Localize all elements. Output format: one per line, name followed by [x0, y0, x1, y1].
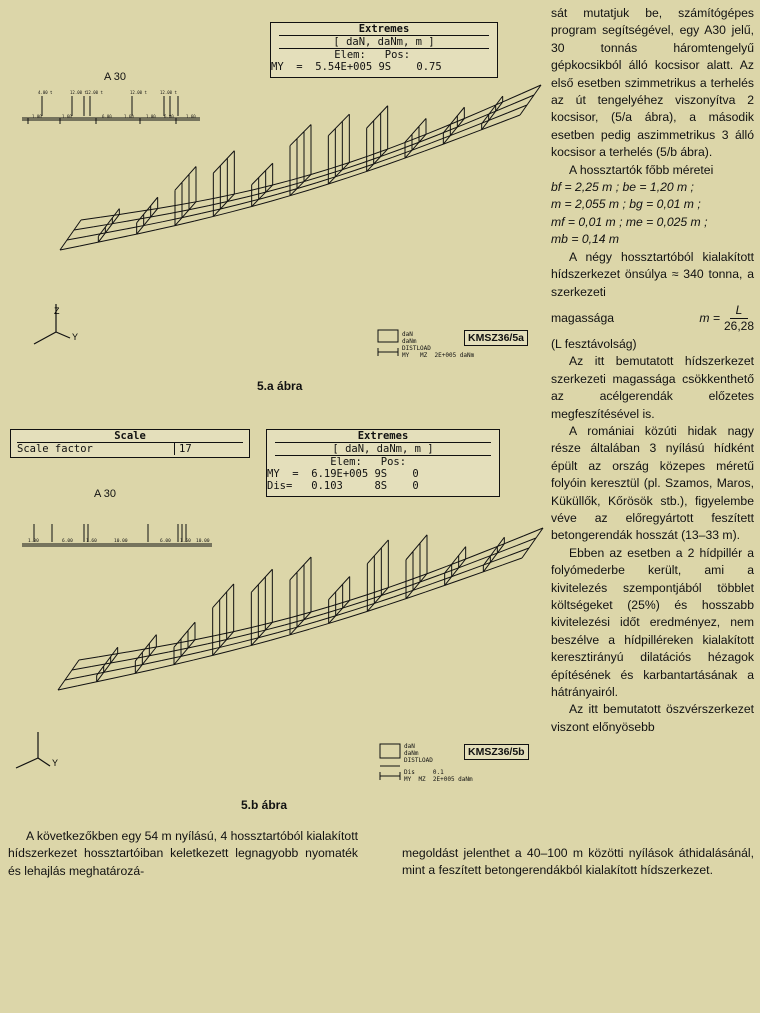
extremes-header: Elem: Pos: [271, 49, 411, 61]
legend-text-b: daN daNm DISTLOAD [404, 743, 433, 764]
paragraph: sát mutatjuk be, számítógépes program segítségével, egy A30 jelű, 30 tonnás háromtengelyű gépkocsikból álló kocsisor alatt. Az első esetben szimmetrikus a terhelés az út tengelyéhez viszonyítva 2 kocsisor, (5/a ábra), a második esetben pedig aszimmetrikus 3 álló kocsisor a terhelés (5/b ábra). [551, 6, 754, 160]
wire-member [328, 114, 349, 135]
wire-member [79, 242, 98, 246]
scale-factor-value[interactable]: 17 [174, 443, 243, 455]
wire-member [119, 212, 138, 215]
wire-member [175, 166, 196, 190]
extremes-title: Extremes [358, 23, 410, 35]
right-text-column [551, 5, 754, 736]
wire-member [309, 623, 328, 629]
wire-member [77, 682, 96, 686]
load-label: 12.00 t [160, 90, 177, 95]
wire-member [367, 106, 388, 128]
wire-member [290, 125, 311, 146]
axis-label-y: Y [52, 758, 59, 768]
scale-title: Scale [114, 430, 146, 442]
wire-member [111, 659, 130, 663]
dim-label: 1.60 [86, 539, 97, 544]
paragraph: Az itt bemutatott hídszerkezet szerkezeti magassága csökkenthető az acélgerendák előzetes megfeszítésével is. [551, 354, 754, 421]
fraction [724, 303, 754, 334]
axis-label-y: Y [72, 332, 79, 342]
dim-label: 6.00 [102, 114, 112, 119]
wire-member [367, 540, 388, 564]
wire-member [350, 594, 369, 600]
wire-member [155, 665, 174, 669]
bottom-left-paragraph: A következőkben egy 54 m nyílású, 4 hossztartóból kialakított hídszerkezet hossztartóiban keletkezett legnagyobb nyomaték és lehajlás meghatározá- [8, 829, 358, 878]
wire-member [271, 635, 290, 640]
wire-member [387, 599, 406, 605]
wire-member [72, 667, 91, 670]
wire-member [427, 566, 446, 573]
legend-text-a: dаN dаNm DISTLOAD [402, 331, 431, 352]
dim-label: 1.60 [180, 539, 191, 544]
wire-member [194, 216, 213, 221]
figure-caption-b: 5.b ábra [241, 798, 288, 812]
axis-triad-a [34, 304, 70, 344]
load-label-a30: A 30 [104, 71, 127, 83]
load-label: 4.00 t [38, 90, 53, 95]
wire-member [118, 650, 137, 653]
dimension-line: m = 2,055 m ; bg = 0,01 m ; [551, 197, 701, 212]
figure-tag-a: KMSZ36/5a [464, 330, 528, 346]
wire-member [137, 197, 158, 223]
dim-label: 6.00 [62, 539, 73, 544]
wire-member [196, 198, 215, 202]
wire-member [406, 535, 427, 560]
wire-member [112, 220, 131, 223]
scale-factor-label: Scale factor [17, 443, 93, 455]
paragraph: (L fesztávolság) [551, 336, 637, 351]
figure-tag-b: KMSZ36/5b [464, 744, 529, 760]
load-label: 12.00 t [86, 90, 103, 95]
wire-member [156, 226, 175, 230]
dimension-line: mb = 0,14 m [551, 232, 620, 247]
paragraph: Az itt bemutatott öszvérszerkezet viszont előnyösebb [551, 702, 754, 734]
dimension-line: bf = 2,25 m ; be = 1,20 m ; [551, 180, 694, 195]
dimension-line: mf = 0,01 m ; me = 0,025 m ; [551, 214, 708, 229]
legend-text-a2: MY MZ 2E+005 daNm [402, 352, 475, 359]
wire-member [74, 227, 93, 230]
bottom-right-paragraph: megoldást jelenthet a 40–100 m közötti nyílások áthidalásánál, mint a feszített betongerendákból kialakított hídszerkezet. [402, 846, 754, 878]
wire-member [65, 676, 84, 680]
extremes-row: MY = 6.19E+005 9S 0 [267, 468, 419, 480]
extremes-units: [ daN, daNm, m ] [279, 35, 489, 49]
formula-lhs: m = [699, 310, 720, 325]
fraction-denominator: 26,28 [723, 318, 754, 333]
wire-member [74, 220, 81, 230]
extremes-row: Dis= 0.103 8S 0 [267, 480, 419, 492]
axis-label-z: Z [54, 306, 60, 316]
wire-member [246, 630, 265, 635]
extremes-header: Elem: Pos: [267, 456, 407, 468]
wire-member [253, 622, 272, 627]
wire-member [234, 190, 253, 194]
wire-member [424, 144, 443, 151]
wire-member [93, 224, 112, 227]
dim-label: 1.00 [146, 114, 156, 119]
wire-member [309, 184, 328, 190]
load-label: 12.00 t [130, 90, 147, 95]
wire-member [67, 236, 86, 240]
dim-label: 1.60 [124, 114, 134, 119]
wire-member [329, 576, 350, 599]
wire-member [100, 214, 119, 217]
wire-member [273, 180, 292, 185]
paragraph: A hossztartók főbb méretei [569, 162, 714, 177]
load-labels [32, 90, 196, 119]
wire-member [311, 606, 330, 612]
scale-box [10, 429, 250, 458]
wire-member [272, 617, 291, 622]
wire-member [311, 169, 330, 175]
dim-label: 1.60 [62, 114, 72, 119]
load-label-a30: A 30 [94, 488, 117, 500]
formula-line [551, 303, 754, 334]
wire-member [213, 650, 232, 655]
dim-label: 1.00 [28, 539, 39, 544]
wire-member [81, 217, 100, 220]
wire-member [425, 585, 444, 592]
wire-member [158, 205, 177, 208]
wire-member [348, 611, 367, 617]
axis-triad-b [16, 732, 50, 768]
dim-label: 1.00 [32, 114, 42, 119]
dim-label: 10.00 [196, 539, 210, 544]
paragraph: Ebben az esetben a 2 hídpillér a folyómederbe került, ami a kivitelezés szempontjából többlet költségeket (25%) és hosszabb kivitelezési időt eredményez, nem beszélve a hídpilléreken kialakított keresztirányú dilatációs hézagok építésének és karbantartásának a hátrányairól. [551, 545, 754, 700]
dim-label: 6.00 [164, 114, 174, 119]
wire-member [463, 130, 482, 137]
wire-member [503, 558, 522, 565]
scale-row [17, 442, 243, 455]
formula [699, 303, 754, 334]
extremes-box-a [270, 22, 498, 78]
wire-member [213, 584, 234, 608]
wireframe-b [58, 528, 543, 690]
wire-member [91, 663, 110, 666]
dim-labels [28, 538, 210, 544]
wire-member [116, 673, 135, 677]
load-label: 12.00 t [70, 90, 87, 95]
extremes-box-b [266, 429, 500, 497]
dim-label: 10.00 [114, 539, 128, 544]
wire-member [271, 196, 290, 202]
wire-member [232, 645, 251, 650]
load-diagram [22, 96, 200, 124]
wire-member [227, 197, 246, 202]
figure-caption-a: 5.a ábra [257, 379, 303, 393]
legend-symbols-a [378, 330, 398, 356]
wire-member [252, 163, 273, 184]
wire-member [504, 536, 523, 544]
wire-member [98, 654, 117, 657]
wire-member [501, 115, 520, 122]
wire-member [503, 93, 522, 101]
legend-text-b2: Dis 0.1 MY MZ 2E+005 daNm [404, 769, 473, 783]
wire-member [233, 207, 252, 212]
paragraph: A romániai közúti hidak nagy része általában 3 nyílású hídként épült az ország közepes méretű folyóin keresztül (pl. Szamos, Maros, Küküllők, Kőrösök stb.), figyelembe véve az előregyártott feszített betongerendák hosszát (13–33 m). [551, 423, 754, 543]
wire-member [79, 657, 98, 660]
fraction-numerator: L [730, 303, 749, 319]
wire-member [156, 643, 175, 647]
wire-member [97, 647, 118, 675]
wire-member [118, 234, 137, 238]
wire-member [464, 572, 483, 579]
extremes-units: [ daN, daNm, m ] [275, 442, 491, 456]
wire-member [234, 627, 253, 631]
extremes-row: MY = 5.54E+005 9S 0.75 [271, 61, 442, 73]
wire-member [195, 636, 214, 640]
extremes-title: Extremes [357, 430, 409, 442]
wire-member [213, 151, 234, 173]
wire-member [193, 655, 212, 660]
wire-member [290, 557, 311, 580]
wire-member [466, 551, 485, 559]
legend-symbols-b [380, 744, 400, 780]
wire-member [251, 569, 272, 592]
paragraph: A négy hossztartóból kialakított hídszerkezet önsúlya ≈ 340 tonna, a szerkezeti [551, 249, 754, 299]
formula-text: magassága [551, 310, 615, 325]
dim-label: 6.00 [160, 539, 171, 544]
wire-member [388, 581, 407, 588]
dim-label: 1.60 [186, 114, 196, 119]
